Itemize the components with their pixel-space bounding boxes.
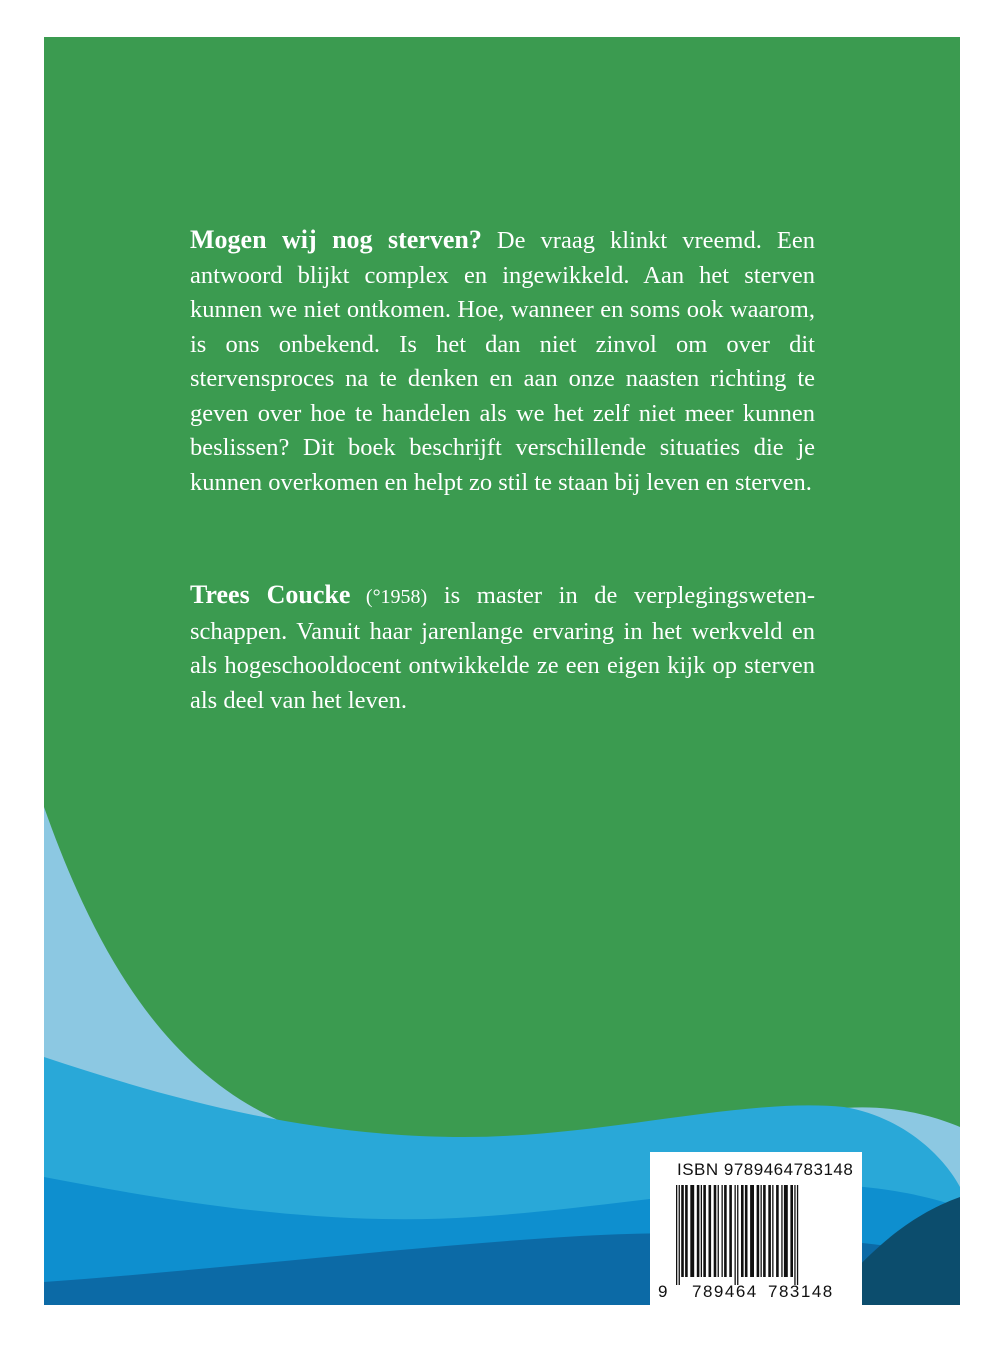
isbn-label: ISBN 9789464783148 (677, 1160, 854, 1179)
barcode-bar (724, 1185, 727, 1277)
barcode-bar (737, 1185, 738, 1285)
blurb-text: De vraag klinkt vreemd. Een antwoord blijkt complex en ingewikkeld. Aan het sterven kunnen we niet ontkomen. Hoe, wanneer en soms ook waarom, is ons onbekend. Is het dan niet zinvol om over dit stervensproces na te denken en aan onze naasten richting te geven over hoe te handelen als we het zelf niet meer kunnen beslissen? Dit boek beschrijft verschillende situaties die je kunnen overkomen en helpt zo stil te staan bij leven en sterven. (190, 227, 815, 496)
barcode-bar (794, 1185, 795, 1285)
back-cover (44, 37, 960, 1305)
barcode-bar (676, 1185, 677, 1285)
barcode-bar (722, 1185, 723, 1277)
barcode-bar (697, 1185, 700, 1277)
barcode-digits-right: 783148 (768, 1282, 834, 1301)
barcode-bar (681, 1185, 684, 1277)
author-name: Trees Coucke (190, 580, 351, 609)
barcode-bar (741, 1185, 744, 1277)
barcode-bar (763, 1185, 766, 1277)
barcode-bar (685, 1185, 688, 1277)
barcode-bar (757, 1185, 760, 1277)
blurb-lead: Mogen wij nog sterven? (190, 225, 482, 254)
barcode-bar (714, 1185, 717, 1277)
barcode-digit-first: 9 (658, 1282, 669, 1301)
bio-text: is master in de verplegingswetenschappen. Vanuit haar jarenlange ervaring in het werkveld en als hogeschooldocent ontwikkelde ze een eigen kijk op sterven als deel van het leven. (190, 582, 815, 714)
barcode-bar (784, 1185, 788, 1277)
barcode-bar (703, 1185, 706, 1277)
barcode-bar (776, 1185, 779, 1277)
barcode-bar (790, 1185, 793, 1277)
barcode-bar (709, 1185, 712, 1277)
author-birth-year: (°1958) (350, 586, 428, 608)
barcode-bar (750, 1185, 754, 1277)
author-bio (190, 578, 815, 718)
barcode-bars (670, 1185, 856, 1285)
barcode-bar (735, 1185, 736, 1285)
barcode-bar (690, 1185, 694, 1277)
barcode-bar (701, 1185, 702, 1277)
blurb-paragraph (190, 223, 815, 500)
barcode-label (650, 1152, 862, 1306)
barcode-bar (797, 1185, 798, 1285)
barcode-bar (768, 1185, 771, 1277)
barcode-bar (761, 1185, 762, 1277)
barcode-bar (745, 1185, 748, 1277)
barcode-bar (679, 1185, 680, 1285)
barcode-bar (718, 1185, 719, 1277)
barcode-bar (772, 1185, 773, 1277)
barcode-bar (729, 1185, 732, 1277)
barcode-digits-left: 789464 (692, 1282, 758, 1301)
barcode-bar (781, 1185, 782, 1277)
